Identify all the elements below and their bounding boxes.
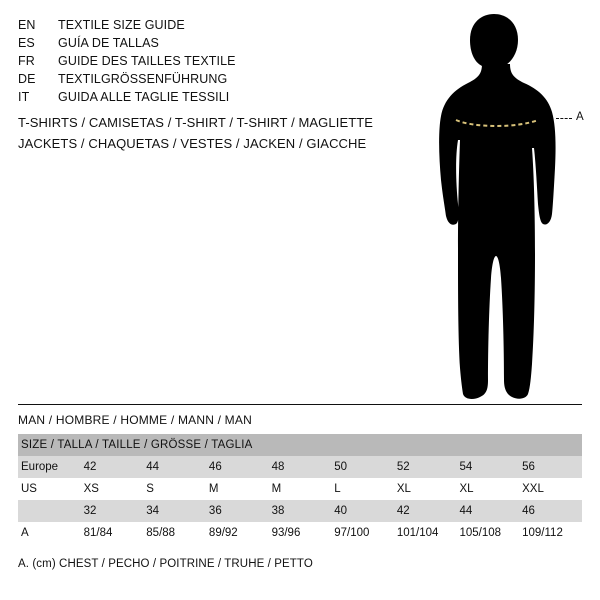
table-cell: 48 <box>269 456 332 478</box>
language-list <box>18 16 418 106</box>
table-cell: 89/92 <box>206 522 269 544</box>
table-row <box>18 478 582 500</box>
table-cell: 44 <box>143 456 206 478</box>
language-row <box>18 52 418 70</box>
table-header-row <box>18 434 582 456</box>
table-cell: 101/104 <box>394 522 457 544</box>
table-cell: 54 <box>456 456 519 478</box>
language-text: GUÍA DE TALLAS <box>58 36 159 50</box>
row-label <box>18 500 81 522</box>
table-cell: 42 <box>394 500 457 522</box>
table-cell: 93/96 <box>269 522 332 544</box>
table-row <box>18 522 582 544</box>
language-code: EN <box>18 18 36 32</box>
language-text: GUIDA ALLE TAGLIE TESSILI <box>58 90 230 104</box>
table-footnote: A. (cm) CHEST / PECHO / POITRINE / TRUHE / PETTO <box>18 558 313 570</box>
language-row <box>18 88 418 106</box>
table-section-title: MAN / HOMBRE / HOMME / MANN / MAN <box>18 413 252 427</box>
table-header-label: SIZE / TALLA / TAILLE / GRÖSSE / TAGLIA <box>18 434 582 456</box>
table-cell: 44 <box>456 500 519 522</box>
measure-label-a: A <box>576 111 584 123</box>
language-code: DE <box>18 72 36 86</box>
language-row <box>18 70 418 88</box>
table-cell: 105/108 <box>456 522 519 544</box>
male-torso-silhouette-svg <box>408 8 598 408</box>
row-label: A <box>18 522 81 544</box>
language-code: FR <box>18 54 35 68</box>
language-text: TEXTILE SIZE GUIDE <box>58 18 185 32</box>
size-table <box>18 434 582 544</box>
language-row <box>18 16 418 34</box>
table-cell: XL <box>394 478 457 500</box>
table-cell: 109/112 <box>519 522 582 544</box>
table-cell: 36 <box>206 500 269 522</box>
table-cell: 34 <box>143 500 206 522</box>
language-row <box>18 34 418 52</box>
table-cell: L <box>331 478 394 500</box>
table-cell: 81/84 <box>81 522 144 544</box>
figure-illustration <box>408 8 598 408</box>
table-cell: 46 <box>206 456 269 478</box>
measure-leader-line <box>556 118 572 120</box>
table-cell: 40 <box>331 500 394 522</box>
table-row <box>18 456 582 478</box>
table-cell: 97/100 <box>331 522 394 544</box>
table-cell: 32 <box>81 500 144 522</box>
table-cell: 38 <box>269 500 332 522</box>
language-text: GUIDE DES TAILLES TEXTILE <box>58 54 236 68</box>
row-label: US <box>18 478 81 500</box>
table-cell: 56 <box>519 456 582 478</box>
category-line-jackets: JACKETS / CHAQUETAS / VESTES / JACKEN / GIACCHE <box>18 136 367 151</box>
table-cell: XL <box>456 478 519 500</box>
table-cell: XS <box>81 478 144 500</box>
table-cell: 52 <box>394 456 457 478</box>
table-cell: S <box>143 478 206 500</box>
language-code: IT <box>18 90 30 104</box>
language-text: TEXTILGRÖSSENFÜHRUNG <box>58 72 228 86</box>
category-list <box>18 112 438 154</box>
table-cell: 42 <box>81 456 144 478</box>
table-cell: M <box>206 478 269 500</box>
category-line-tshirts: T-SHIRTS / CAMISETAS / T-SHIRT / T-SHIRT / MAGLIETTE <box>18 115 374 130</box>
table-cell: 85/88 <box>143 522 206 544</box>
table-row <box>18 500 582 522</box>
size-table-section <box>18 412 582 570</box>
table-cell: M <box>269 478 332 500</box>
table-cell: 46 <box>519 500 582 522</box>
language-code: ES <box>18 36 35 50</box>
row-label: Europe <box>18 456 81 478</box>
table-cell: 50 <box>331 456 394 478</box>
section-divider <box>18 404 582 405</box>
table-cell: XXL <box>519 478 582 500</box>
